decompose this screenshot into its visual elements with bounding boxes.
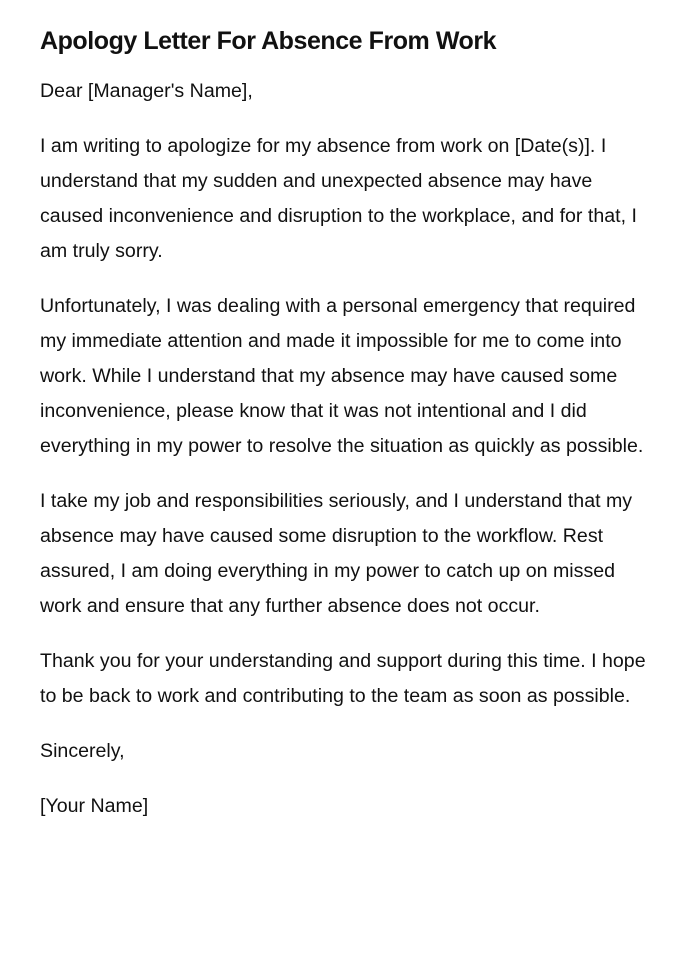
- letter-signature: [Your Name]: [40, 795, 149, 817]
- letter-salutation: Dear [Manager's Name],: [40, 80, 253, 102]
- letter-paragraph-1: I am writing to apologize for my absence from work on [Date(s)]. I understand that my sudden and unexpected absence may have caused inconvenience and disruption to the workplace, and for that, I am truly sorry.: [40, 135, 637, 262]
- letter-paragraph-4: Thank you for your understanding and support during this time. I hope to be back to work and contributing to the team as soon as possible.: [40, 650, 646, 707]
- letter-paragraph-2: Unfortunately, I was dealing with a personal emergency that required my immediate attention and made it impossible for me to come into work. While I understand that my absence may have caused some inconvenience, please know that it was not intentional and I did everything in my power to resolve the situation as quickly as possible.: [40, 295, 644, 457]
- letter-title: Apology Letter For Absence From Work: [40, 27, 497, 55]
- letter-closing: Sincerely,: [40, 740, 125, 762]
- letter-paragraph-3: I take my job and responsibilities seriously, and I understand that my absence may have caused some disruption to the workflow. Rest assured, I am doing everything in my power to catch up on missed work and ensure that any further absence does not occur.: [40, 490, 633, 617]
